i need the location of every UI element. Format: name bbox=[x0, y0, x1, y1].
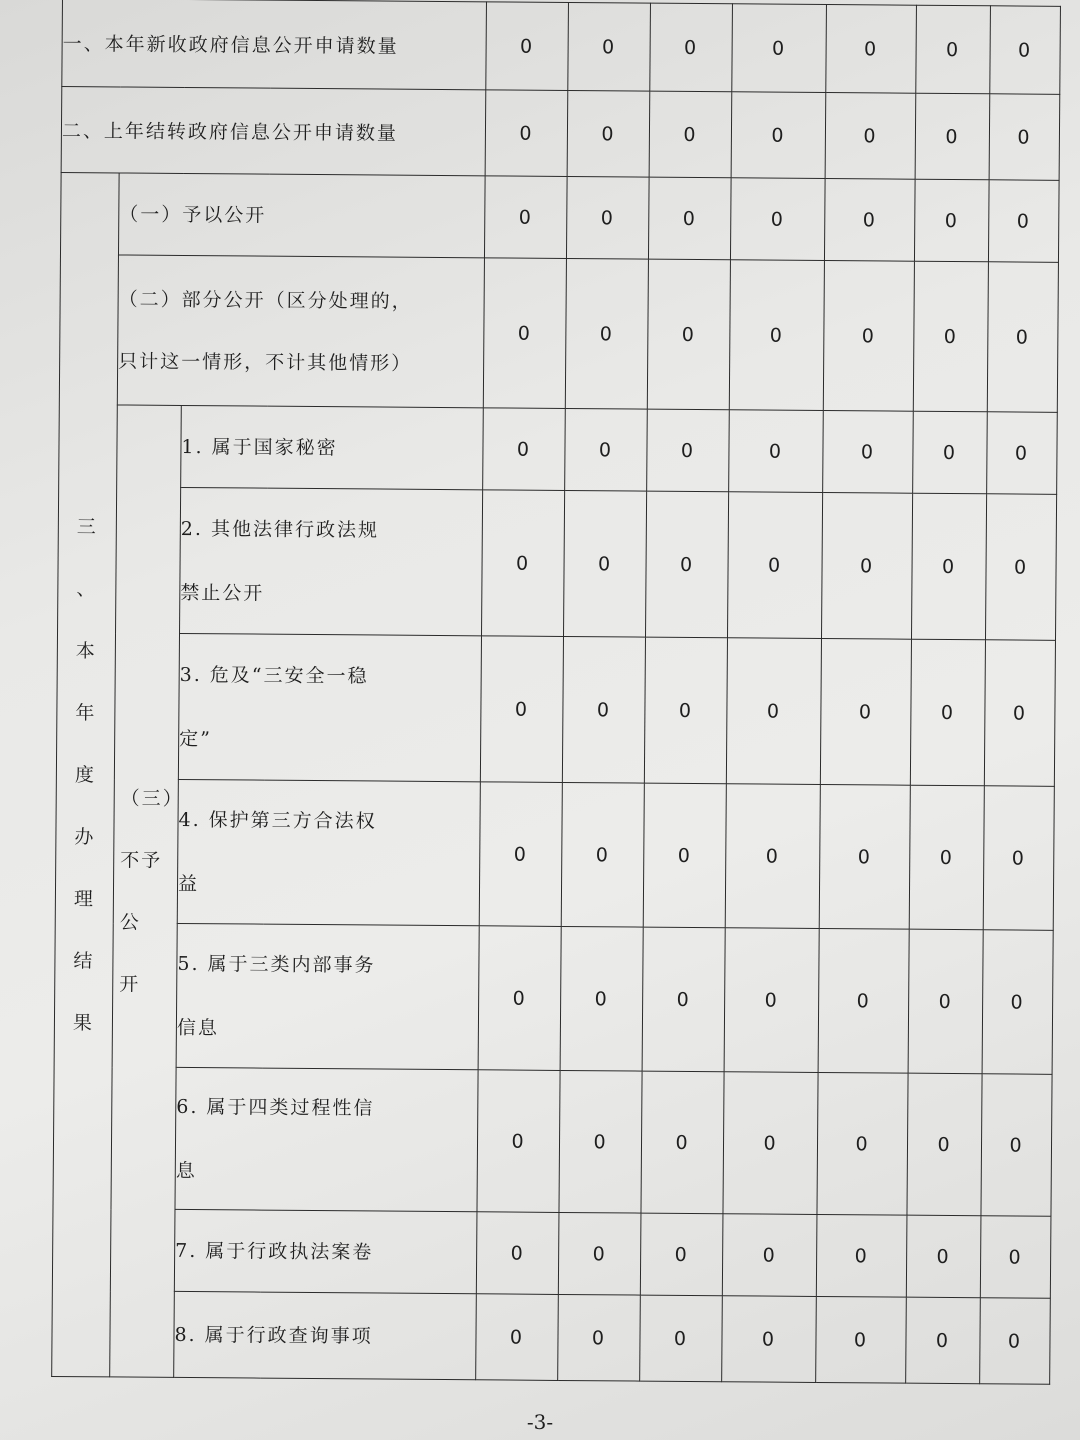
item-label bbox=[177, 779, 480, 925]
vertical-char: 本 bbox=[75, 639, 97, 662]
cell-value: 0 bbox=[915, 93, 990, 180]
cell-value: 0 bbox=[483, 408, 566, 491]
cell-value: 0 bbox=[485, 90, 568, 177]
cell-value: 0 bbox=[817, 1072, 908, 1215]
cell-value: 0 bbox=[726, 638, 821, 785]
item-label-line: 4. 保护第三方合法权 bbox=[178, 808, 377, 832]
cell-value: 0 bbox=[913, 261, 988, 412]
item-label-line: 定” bbox=[179, 727, 212, 750]
table-row bbox=[53, 1066, 1052, 1216]
table-row bbox=[52, 1290, 1051, 1384]
cell-value: 0 bbox=[565, 408, 648, 491]
item-label-line: 7. 属于行政执法案卷 bbox=[175, 1239, 374, 1263]
cell-value: 0 bbox=[916, 5, 991, 94]
cell-value: 0 bbox=[824, 178, 915, 261]
item-label-line: 益 bbox=[177, 872, 200, 895]
item-label bbox=[175, 1067, 478, 1211]
item-label-line: 息 bbox=[175, 1159, 197, 1182]
item-label-line: 3. 危及“三安全一稳 bbox=[179, 663, 369, 687]
group-label-line: （三） bbox=[120, 786, 184, 810]
cell-value: 0 bbox=[990, 6, 1061, 95]
cell-value: 0 bbox=[984, 640, 1055, 787]
item-label bbox=[174, 1209, 477, 1293]
cell-value: 0 bbox=[914, 179, 989, 262]
cell-value: 0 bbox=[476, 1294, 559, 1381]
cell-value: 0 bbox=[561, 782, 644, 927]
table-row bbox=[58, 486, 1057, 640]
cell-value: 0 bbox=[724, 928, 819, 1073]
item-label bbox=[176, 923, 479, 1069]
cell-value: 0 bbox=[484, 176, 567, 259]
cell-value: 0 bbox=[987, 262, 1058, 413]
cell-value: 0 bbox=[731, 92, 826, 179]
vertical-char: 结 bbox=[73, 949, 95, 972]
cell-value: 0 bbox=[986, 494, 1057, 641]
cell-value: 0 bbox=[910, 639, 985, 786]
cell-value: 0 bbox=[566, 176, 649, 259]
cell-value: 0 bbox=[646, 491, 729, 638]
cell-value: 0 bbox=[822, 492, 913, 639]
cell-value: 0 bbox=[825, 93, 916, 180]
vertical-char: 、 bbox=[76, 577, 98, 600]
cell-value: 0 bbox=[648, 177, 731, 260]
cell-value: 0 bbox=[912, 493, 987, 640]
vertical-char: 果 bbox=[72, 1011, 95, 1034]
table-row bbox=[59, 254, 1058, 412]
row-label-line: （二）部分公开（区分处理的， bbox=[118, 287, 413, 313]
cell-value: 0 bbox=[826, 5, 917, 94]
table-row bbox=[62, 0, 1061, 94]
cell-value: 0 bbox=[567, 90, 650, 177]
table-row bbox=[60, 172, 1059, 262]
cell-value: 0 bbox=[728, 492, 823, 639]
item-label bbox=[180, 487, 483, 635]
section-three-vertical-label bbox=[52, 172, 119, 1376]
cell-value: 0 bbox=[908, 929, 983, 1074]
cell-value: 0 bbox=[819, 784, 910, 929]
cell-value: 0 bbox=[981, 1074, 1052, 1217]
table-row bbox=[59, 404, 1058, 494]
item-label-line: 5. 属于三类内部事务 bbox=[177, 952, 376, 976]
group-label-line: 不予公 bbox=[119, 848, 163, 934]
cell-value: 0 bbox=[729, 410, 824, 493]
disclosure-statistics-table bbox=[51, 0, 1061, 1385]
item-label-line: 2. 其他法律行政法规 bbox=[180, 517, 380, 542]
cell-value: 0 bbox=[564, 490, 647, 637]
cell-value: 0 bbox=[729, 260, 824, 411]
cell-value: 0 bbox=[565, 258, 648, 409]
item-label bbox=[178, 633, 481, 781]
cell-value: 0 bbox=[558, 1212, 641, 1295]
table-row bbox=[54, 922, 1053, 1074]
cell-value: 0 bbox=[980, 1216, 1051, 1299]
cell-value: 0 bbox=[478, 926, 561, 1071]
cell-value: 0 bbox=[816, 1214, 907, 1297]
page-number: -3- bbox=[526, 1410, 554, 1434]
cell-value: 0 bbox=[730, 178, 825, 261]
item-label-line: 禁止公开 bbox=[180, 581, 265, 605]
cell-value: 0 bbox=[989, 94, 1060, 181]
row-label: 一、本年新收政府信息公开申请数量 bbox=[62, 0, 487, 90]
cell-value: 0 bbox=[480, 636, 563, 783]
vertical-char: 度 bbox=[74, 763, 96, 786]
cell-value: 0 bbox=[722, 1296, 817, 1383]
table-row bbox=[52, 1208, 1051, 1298]
cell-value: 0 bbox=[983, 786, 1054, 931]
cell-value: 0 bbox=[559, 1070, 642, 1213]
row-label bbox=[117, 255, 484, 408]
cell-value: 0 bbox=[644, 637, 727, 784]
item-label bbox=[174, 1291, 477, 1379]
vertical-char: 三 bbox=[76, 515, 98, 538]
cell-value: 0 bbox=[722, 1214, 817, 1297]
cell-value: 0 bbox=[641, 1071, 724, 1214]
cell-value: 0 bbox=[562, 636, 645, 783]
cell-value: 0 bbox=[479, 782, 562, 927]
group-label-line: 开 bbox=[119, 972, 141, 996]
cell-value: 0 bbox=[987, 412, 1058, 495]
cell-value: 0 bbox=[980, 1298, 1051, 1385]
cell-value: 0 bbox=[823, 410, 914, 493]
cell-value: 0 bbox=[907, 1073, 982, 1216]
cell-value: 0 bbox=[816, 1296, 907, 1383]
cell-value: 0 bbox=[988, 180, 1059, 263]
cell-value: 0 bbox=[560, 926, 643, 1071]
vertical-char: 年 bbox=[75, 701, 97, 724]
row-label: 二、上年结转政府信息公开申请数量 bbox=[61, 87, 486, 176]
cell-value: 0 bbox=[477, 1070, 560, 1213]
cell-value: 0 bbox=[650, 3, 733, 92]
cell-value: 0 bbox=[906, 1297, 981, 1384]
cell-value: 0 bbox=[723, 1072, 818, 1215]
not-disclosed-group-label bbox=[110, 405, 182, 1377]
item-label-line: 1. 属于国家秘密 bbox=[181, 435, 338, 459]
cell-value: 0 bbox=[906, 1215, 981, 1298]
cell-value: 0 bbox=[732, 4, 827, 93]
table-row bbox=[56, 632, 1055, 786]
cell-value: 0 bbox=[823, 260, 914, 411]
item-label bbox=[181, 405, 484, 489]
item-label-line: 信息 bbox=[176, 1016, 220, 1039]
cell-value: 0 bbox=[558, 1294, 641, 1381]
item-label-line: 6. 属于四类过程性信 bbox=[176, 1095, 375, 1119]
cell-value: 0 bbox=[483, 258, 566, 409]
cell-value: 0 bbox=[476, 1212, 559, 1295]
cell-value: 0 bbox=[909, 785, 984, 930]
cell-value: 0 bbox=[649, 91, 732, 178]
vertical-char: 办 bbox=[74, 825, 96, 848]
vertical-char: 理 bbox=[73, 887, 96, 910]
cell-value: 0 bbox=[640, 1213, 723, 1296]
cell-value: 0 bbox=[820, 638, 911, 785]
cell-value: 0 bbox=[647, 409, 730, 492]
cell-value: 0 bbox=[640, 1295, 723, 1382]
table-row bbox=[55, 778, 1054, 930]
cell-value: 0 bbox=[818, 928, 909, 1073]
cell-value: 0 bbox=[643, 783, 726, 928]
cell-value: 0 bbox=[568, 2, 651, 91]
cell-value: 0 bbox=[982, 930, 1053, 1075]
item-label-line: 8. 属于行政查询事项 bbox=[174, 1323, 373, 1347]
cell-value: 0 bbox=[725, 784, 820, 929]
row-label: （一）予以公开 bbox=[118, 173, 485, 258]
cell-value: 0 bbox=[642, 927, 725, 1072]
row-label-line: 只计这一情形，不计其他情形） bbox=[118, 349, 413, 375]
cell-value: 0 bbox=[482, 490, 565, 637]
table-row bbox=[61, 87, 1060, 181]
cell-value: 0 bbox=[486, 2, 569, 91]
cell-value: 0 bbox=[647, 259, 730, 410]
cell-value: 0 bbox=[913, 411, 988, 494]
